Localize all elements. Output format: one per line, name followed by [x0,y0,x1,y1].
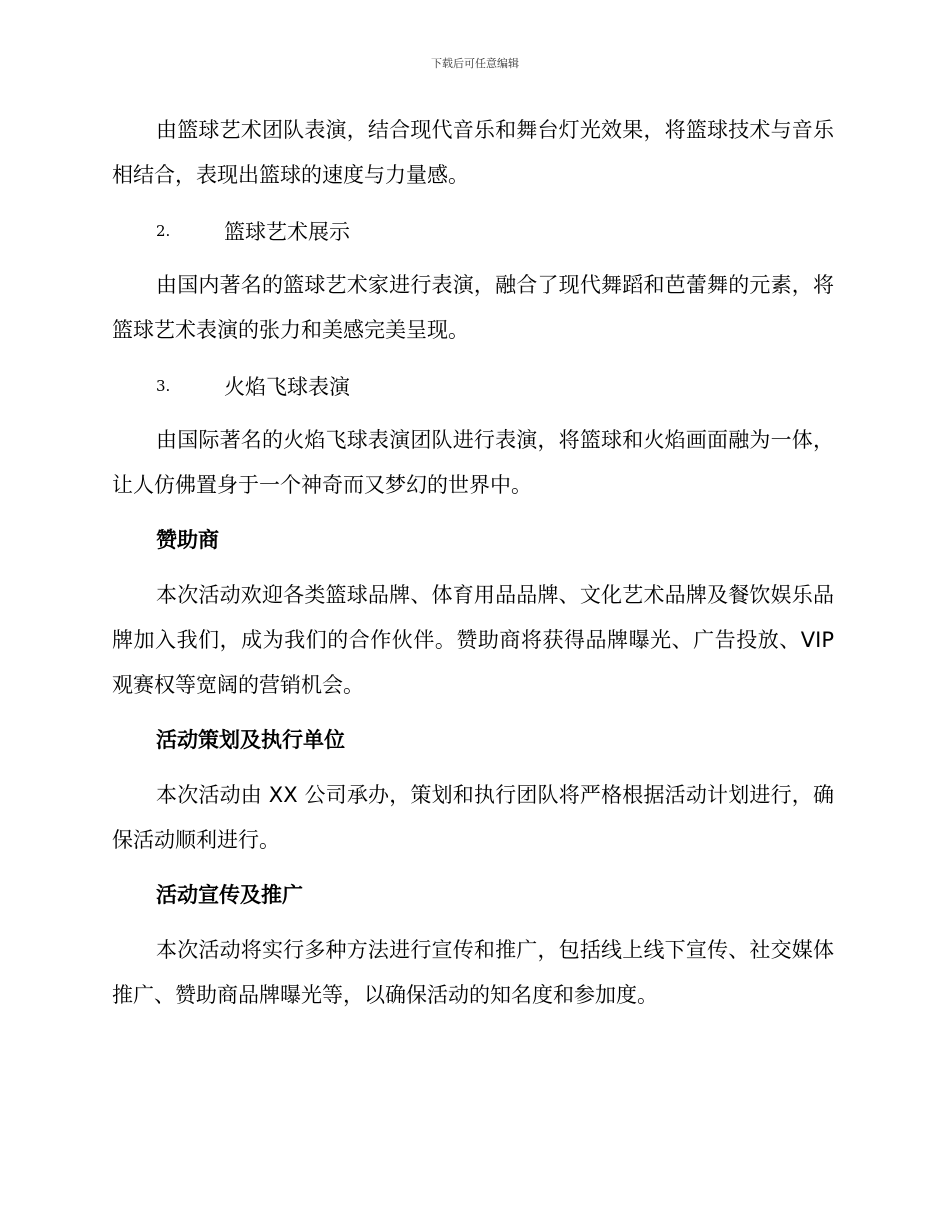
section-heading-sponsor: 赞助商 [156,528,219,552]
list-item-title: 火焰飞球表演 [224,374,350,399]
document-body [112,108,834,1028]
paragraph-sponsor: 本次活动欢迎各类篮球品牌、体育用品品牌、文化艺术品牌及餐饮娱乐品牌加入我们，成为我们的合作伙伴。赞助商将获得品牌曝光、广告投放、VIP 观赛权等宽阔的营销机会。 [112,583,834,697]
paragraph-basketball-team: 由篮球艺术团队表演，结合现代音乐和舞台灯光效果，将篮球技术与音乐相结合，表现出篮球的速度与力量感。 [112,118,834,187]
list-item-title: 篮球艺术展示 [224,219,350,244]
paragraph-promotion: 本次活动将实行多种方法进行宣传和推广，包括线上线下宣传、社交媒体推广、赞助商品牌曝光等，以确保活动的知名度和参加度。 [112,938,834,1007]
list-item-fire-ball [112,363,834,408]
paragraph-basketball-art: 由国内著名的篮球艺术家进行表演，融合了现代舞蹈和芭蕾舞的元素，将篮球艺术表演的张力和美感完美呈现。 [112,273,834,342]
paragraph-organizer: 本次活动由 XX 公司承办，策划和执行团队将严格根据活动计划进行，确保活动顺利进行。 [112,783,834,852]
section-heading-promotion: 活动宣传及推广 [156,883,303,907]
list-item-number: 3. [156,376,171,395]
paragraph-fire-ball: 由国际著名的火焰飞球表演团队进行表演，将篮球和火焰画面融为一体，让人仿佛置身于一个神奇而又梦幻的世界中。 [112,428,834,497]
list-item-number: 2. [156,221,171,240]
list-item-basketball-art [112,208,834,253]
page-header: 下载后可任意编辑 [431,57,519,70]
section-heading-organizer: 活动策划及执行单位 [156,728,345,752]
